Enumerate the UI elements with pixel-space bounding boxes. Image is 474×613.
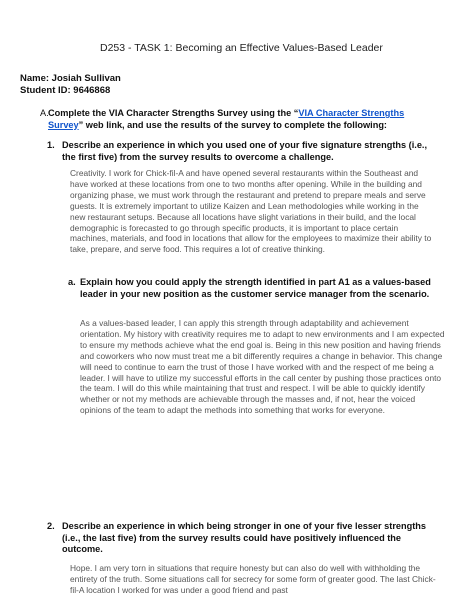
answer-2: Hope. I am very torn in situations that require honesty but can also do well with withholding the entirety of the truth. Some situations call for secrecy for some form of greater good. The last Chick-fil-A location I worked for was under a good friend and past xyxy=(70,563,436,595)
document-title: D253 - TASK 1: Becoming an Effective Values-Based Leader xyxy=(100,42,383,54)
question-1a xyxy=(68,277,436,300)
question-1a-letter: a. xyxy=(68,277,76,287)
question-1 xyxy=(47,140,434,163)
question-2-number: 2. xyxy=(47,521,55,531)
via-survey-link[interactable]: VIA Character Strengths Survey xyxy=(48,108,405,130)
section-a-letter: A. xyxy=(40,108,49,118)
section-a-prompt xyxy=(40,108,432,131)
question-1-number: 1. xyxy=(47,140,55,150)
answer-1: Creativity. I work for Chick-fil-A and have opened several restaurants within the Southeast and have worked at these locations from one to two months after opening. While in the building and organizing phase, we must work through the restaurant and pretend to prepare meals and serve guests. It is extremely important to utilize Kaizen and Lean methodologies while working in the new restaurant setups. Because all locations have slight variations in their build, and the local demographic is forecasted to go through specific products, it is important to place certain machines, materials, and food in locations that allow for the employees to maximize their ability to take, prepare, and serve food. This requires a lot of creative thinking. xyxy=(70,168,432,255)
question-2 xyxy=(47,521,442,556)
section-a-text-start: Complete the VIA Character Strengths Survey using the “ xyxy=(48,108,299,118)
student-id: Student ID: 9646868 xyxy=(20,85,111,96)
section-a-text-end: ” web link, and use the results of the survey to complete the following: xyxy=(78,119,387,130)
question-1-text: Describe an experience in which you used one of your five signature strengths (i.e., the first five) from the survey results to overcome a challenge. xyxy=(62,140,428,162)
question-2-text: Describe an experience in which being stronger in one of your five lesser strengths (i.e., the last five) from the survey results could have positively influenced the outcome. xyxy=(62,521,427,554)
answer-1a: As a values-based leader, I can apply this strength through adaptability and achievement orientation. My history with creativity requires me to adapt to new environments and I am expected to ensure my methods achieve what the end goal is. Being in this new position and having friends and coworkers who now must treat me a bit differently requires a change in behavior. This change will need to continue to earn the trust of those I have worked with and the respect of me being a leader. I will have to utilize my successful efforts in the call center by pushing those practices onto the team. I will do this while maintaining that trust and respect. I will be able to quickly identify whether or not my methods are achievable through the masses and, if not, hear the voiced opinions of the team to adapt the methods into something that works for everyone. xyxy=(80,318,445,416)
student-name: Name: Josiah Sullivan xyxy=(20,73,121,84)
question-1a-text: Explain how you could apply the strength identified in part A1 as a values-based leader in your new position as the customer service manager from the scenario. xyxy=(80,277,431,299)
